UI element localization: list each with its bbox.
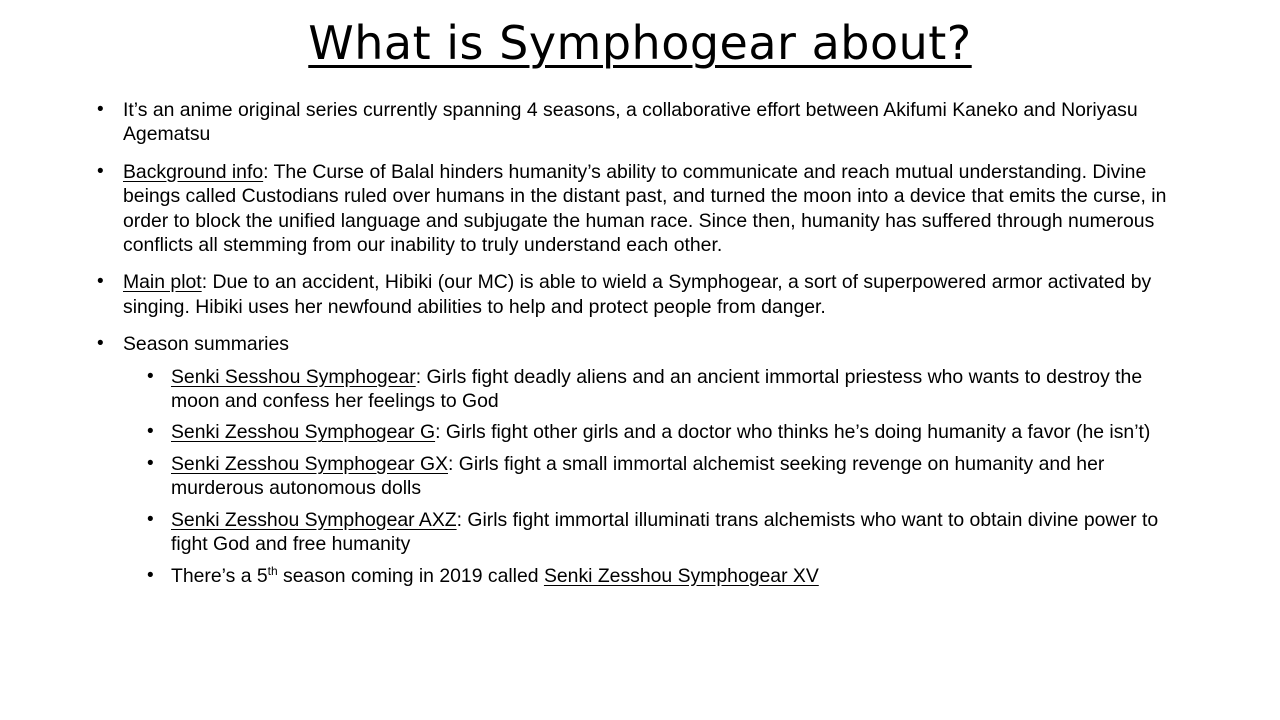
background-info-label: Background info <box>123 160 264 183</box>
season-item-5 <box>123 564 1186 588</box>
season-5-ordinal-suffix: th <box>267 563 278 578</box>
season-4-title: Senki Zesshou Symphogear AXZ <box>171 508 457 531</box>
season-1-text: : Girls fight deadly aliens and an ancient immortal priestess who wants to destroy the moon and confess her feelings to God <box>171 365 1143 413</box>
season-5-middle: season coming in 2019 called <box>277 564 544 587</box>
season-5-prefix: There’s a 5 <box>171 564 268 587</box>
bullet-season-summaries <box>96 332 1186 588</box>
slide-title <box>0 12 1280 74</box>
season-item-4 <box>123 508 1186 557</box>
season-3-title: Senki Zesshou Symphogear GX <box>171 452 448 475</box>
season-summaries-heading: Season summaries <box>123 333 289 356</box>
season-item-2 <box>123 420 1186 444</box>
slide-body <box>96 98 1186 601</box>
bullet-main-plot <box>96 270 1186 319</box>
season-5-title: Senki Zesshou Symphogear XV <box>543 564 819 587</box>
season-item-3 <box>123 452 1186 501</box>
season-1-title: Senki Sesshou Symphogear <box>171 365 416 388</box>
bullet-background-info <box>96 160 1186 258</box>
main-plot-label: Main plot <box>123 271 202 294</box>
slide-title-text: What is Symphogear about? <box>308 16 972 70</box>
main-plot-text: : Due to an accident, Hibiki (our MC) is able to wield a Symphogear, a sort of superpowered armor activated by singing. Hibiki uses her newfound abilities to help and protect people from danger. <box>123 271 1152 318</box>
season-3-text: : Girls fight a small immortal alchemist seeking revenge on humanity and her murderous autonomous dolls <box>171 452 1105 500</box>
season-2-text: : Girls fight other girls and a doctor who thinks he’s doing humanity a favor (he isn’t) <box>435 421 1151 444</box>
background-info-text: : The Curse of Balal hinders humanity’s ability to communicate and reach mutual understanding. Divine beings called Custodians ruled over humans in the distant past, and turned the moon into a device that emits the curse, in order to block the unified language and subjugate the human race. Since then, humanity has suffered through numerous conflicts all stemming from our inability to truly understand each other. <box>123 160 1167 257</box>
bullet-list <box>96 98 1186 588</box>
bullet-series-overview <box>96 98 1186 147</box>
season-list <box>123 365 1186 588</box>
season-2-title: Senki Zesshou Symphogear G <box>171 421 436 444</box>
season-4-text: : Girls fight immortal illuminati trans alchemists who want to obtain divine power to fight God and free humanity <box>171 508 1159 556</box>
bullet-series-overview-text: It’s an anime original series currently spanning 4 seasons, a collaborative effort between Akifumi Kaneko and Noriyasu Agematsu <box>123 99 1138 146</box>
season-item-1 <box>123 365 1186 414</box>
